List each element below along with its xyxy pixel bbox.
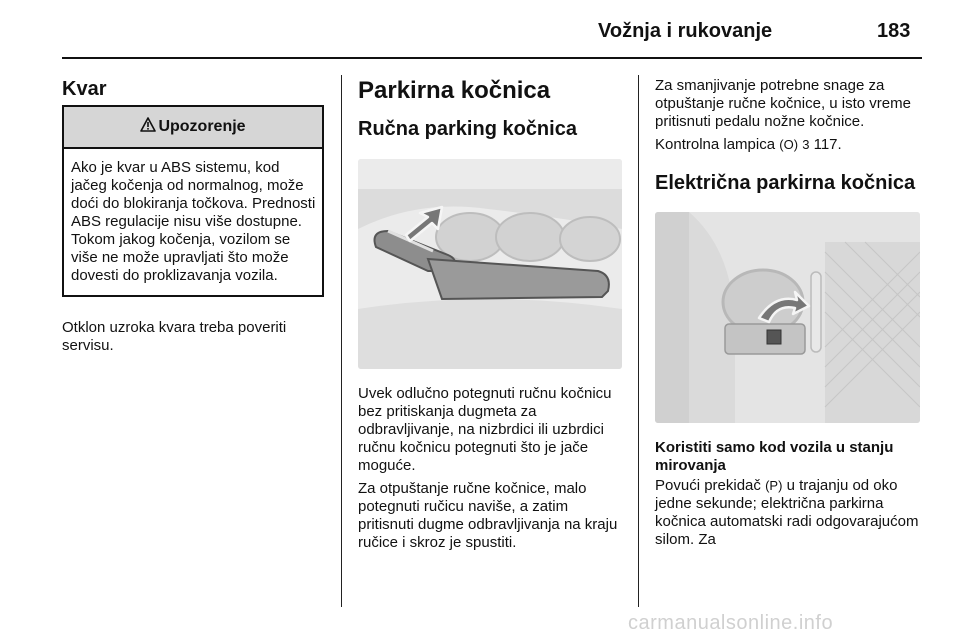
page-header-title: Vožnja i rukovanje	[598, 20, 773, 42]
parking-brake-switch-icon: (P)	[765, 478, 783, 493]
page-reference-arrow-icon: 3	[802, 137, 810, 152]
electric-brake-para	[655, 477, 923, 549]
page-number: 183	[877, 20, 911, 42]
handbrake-lever-photo	[358, 159, 622, 369]
handbrake-para-1: Uvek odlučno potegnuti ručnu kočnicu bez pritiskanja dugmeta za odbravljivanje, na nizbrdici ili uzbrdici ručnu kočnicu potegnuti što je jače moguće.	[358, 385, 612, 474]
usage-caption: Koristiti samo kod vozila u stanju mirovanja	[655, 439, 894, 474]
section-heading-kvar: Kvar	[62, 78, 107, 100]
indicator-page-ref: 117.	[813, 136, 842, 153]
indicator-line	[655, 136, 923, 154]
indicator-text: Kontrolna lampica	[655, 136, 776, 153]
electric-brake-text-before: Povući prekidač	[655, 477, 761, 494]
section-heading-parkirna-kocnica: Parkirna kočnica	[358, 77, 551, 104]
warning-header	[64, 107, 322, 149]
column-3	[655, 77, 923, 549]
release-force-para: Za smanjivanje potrebne snage za otpuštanje ručne kočnice, u isto vreme pritisnuti pedalu nožne kočnice.	[655, 77, 911, 130]
warning-box	[62, 105, 324, 297]
header-rule	[62, 57, 922, 59]
column-2	[358, 77, 624, 552]
handbrake-para-2: Za otpuštanje ručne kočnice, malo potegnuti ručicu naviše, a zatim pritisnuti dugme odbravljivanja na kraju ručice i skroz je spustiti.	[358, 480, 618, 551]
column-divider-right	[638, 75, 639, 607]
electric-parking-brake-switch-photo	[655, 212, 920, 423]
warning-title: Upozorenje	[158, 118, 246, 135]
kvar-text: Otklon uzroka kvara treba poveriti servisu.	[62, 319, 287, 354]
warning-body: Ako je kvar u ABS sistemu, kod jačeg kočenja od normalnog, može doći do blokiranja točkova. Prednosti ABS regulacije nisu više dostupne. Tokom jakog kočenja, vozilom se više ne može upravljati što može dovesti do proklizavanja vozila.	[71, 159, 316, 284]
brake-warning-lamp-icon: (O)	[779, 137, 799, 152]
warning-triangle-icon	[140, 117, 156, 137]
column-divider-left	[341, 75, 342, 607]
electric-brake-text-after: u trajanju od oko jedne sekunde; električna parkirna kočnica automatski radi odgovarajućom silom. Za	[655, 477, 919, 548]
subheading-rucna-parking-kocnica: Ručna parking kočnica	[358, 118, 577, 140]
heading-elektricna-parkirna-kocnica: Električna parkirna kočnica	[655, 172, 916, 194]
watermark: carmanualsonline.info	[628, 612, 834, 634]
column-1	[62, 77, 324, 355]
